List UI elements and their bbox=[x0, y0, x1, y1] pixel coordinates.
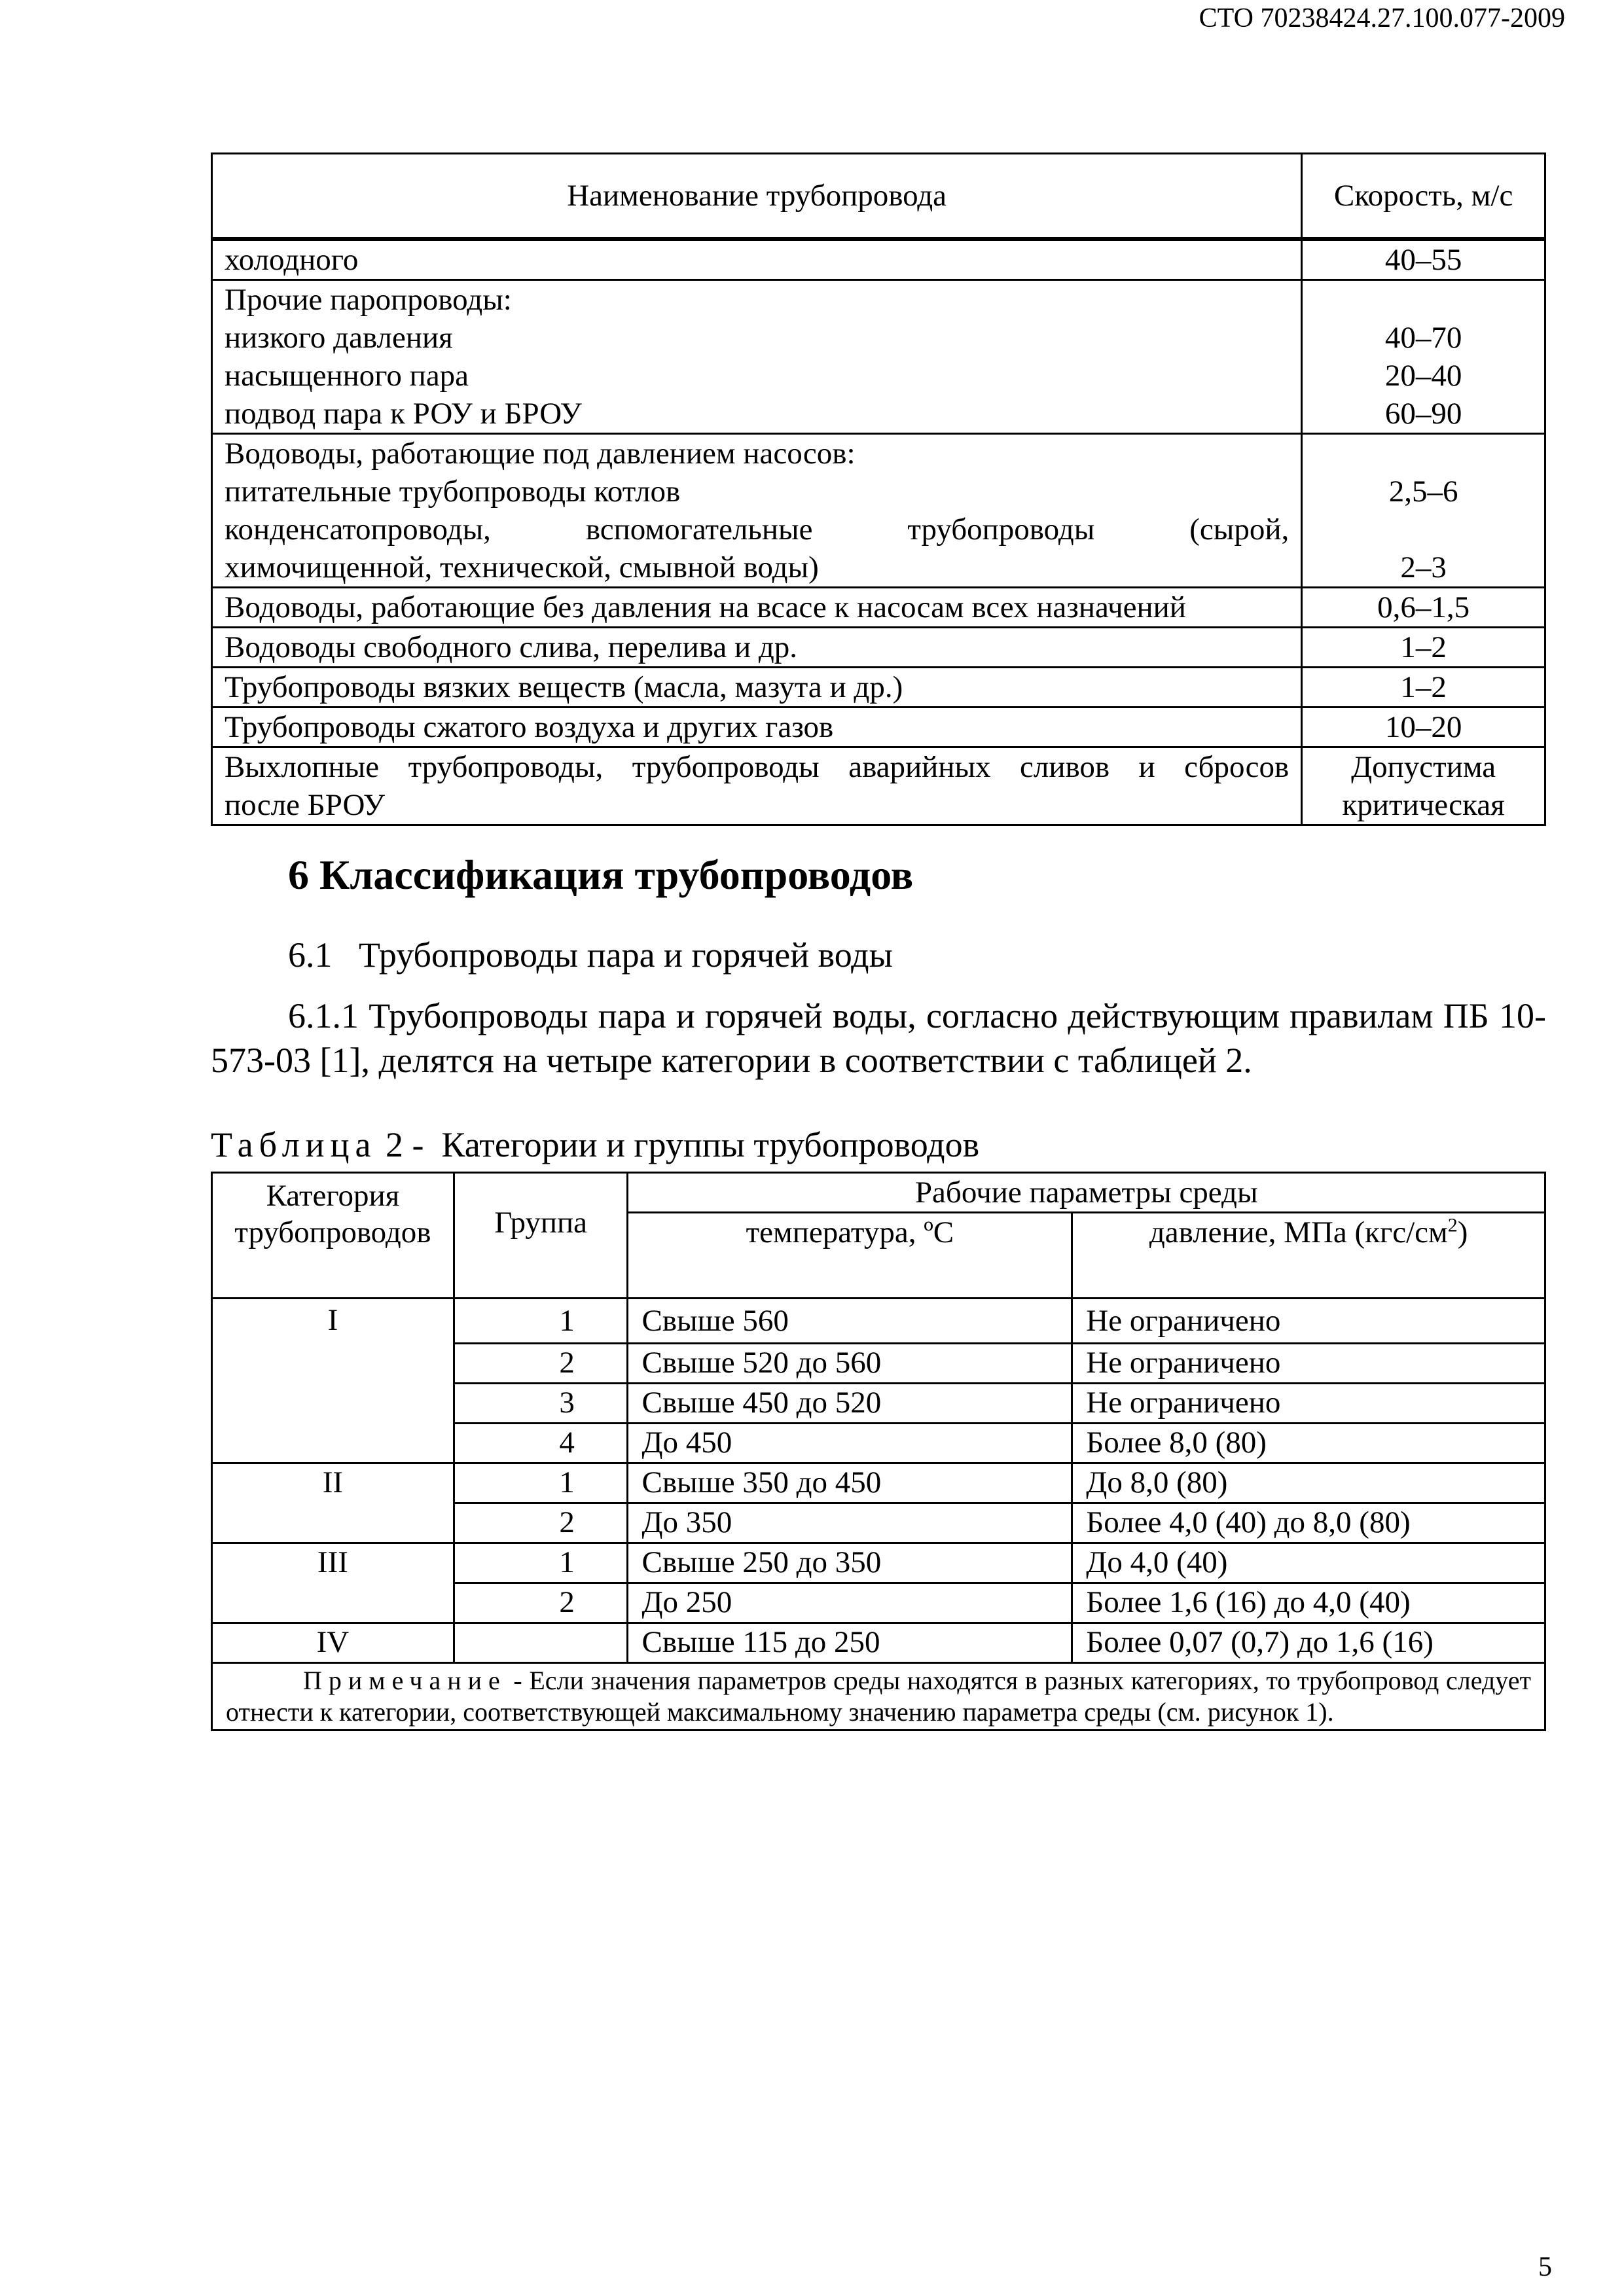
pressure-cell: Не ограничено bbox=[1072, 1344, 1545, 1384]
table-note-row bbox=[212, 1663, 1545, 1731]
header-category: Категория трубопроводов bbox=[212, 1173, 454, 1299]
pressure-cell: Не ограничено bbox=[1072, 1384, 1545, 1424]
row-text: Выхлопные трубопроводы, трубопроводы аварийных сливов и сбросов bbox=[225, 750, 1290, 784]
row-text: Водоводы, работающие под давлением насосов: bbox=[225, 437, 856, 471]
pipeline-category-table bbox=[211, 1172, 1546, 1731]
pressure-cell: Более 0,07 (0,7) до 1,6 (16) bbox=[1072, 1623, 1545, 1663]
row-value: 2,5–6 bbox=[1388, 475, 1458, 509]
row-value bbox=[1307, 281, 1540, 319]
row-text: питательные трубопроводы котлов bbox=[225, 475, 681, 509]
row-value: критическая bbox=[1342, 788, 1505, 822]
temperature-cell: Свыше 350 до 450 bbox=[628, 1463, 1072, 1503]
row-value: 1–2 bbox=[1400, 670, 1447, 704]
row-text: Водоводы свободного слива, перелива и др. bbox=[225, 630, 798, 664]
temperature-cell: До 250 bbox=[628, 1583, 1072, 1623]
category-cell: III bbox=[212, 1543, 454, 1623]
row-value: 1–2 bbox=[1400, 630, 1447, 664]
table-row bbox=[212, 1463, 1545, 1503]
row-value: 10–20 bbox=[1384, 710, 1462, 744]
temperature-cell: До 450 bbox=[628, 1424, 1072, 1463]
table-row bbox=[212, 708, 1545, 747]
table-header-row bbox=[212, 1173, 1545, 1213]
row-text: низкого давления bbox=[225, 321, 453, 355]
temperature-cell: Свыше 250 до 350 bbox=[628, 1543, 1072, 1583]
table-header-row bbox=[212, 154, 1545, 240]
document-code: СТО 70238424.27.100.077-2009 bbox=[1199, 3, 1565, 33]
row-value bbox=[1307, 435, 1540, 473]
table-row bbox=[212, 239, 1545, 280]
pipeline-speed-table bbox=[211, 152, 1546, 826]
table-caption bbox=[211, 1124, 979, 1165]
category-cell: IV bbox=[212, 1623, 454, 1663]
subsection-heading: 6.1 Трубопроводы пара и горячей воды bbox=[288, 935, 893, 975]
category-cell: II bbox=[212, 1463, 454, 1543]
table-row bbox=[212, 588, 1545, 628]
row-value: 40–70 bbox=[1384, 321, 1462, 355]
group-cell: 2 bbox=[454, 1344, 628, 1384]
header-speed: Скорость, м/с bbox=[1302, 154, 1545, 240]
temperature-cell: Свыше 560 bbox=[628, 1299, 1072, 1344]
row-value: 2–3 bbox=[1400, 550, 1447, 584]
note-label: Примечание bbox=[303, 1666, 507, 1695]
table-row bbox=[212, 668, 1545, 708]
table-caption-prefix: Таблица bbox=[211, 1125, 377, 1164]
row-value: 0,6–1,5 bbox=[1377, 590, 1470, 624]
header-params: Рабочие параметры среды bbox=[628, 1173, 1545, 1213]
body-paragraph: 6.1.1 Трубопроводы пара и горячей воды, согласно действующим правилам ПБ 10-573-03 [1], делятся на четыре категории в соответствии с таблицей 2. bbox=[211, 996, 1546, 1080]
pressure-cell: Более 4,0 (40) до 8,0 (80) bbox=[1072, 1503, 1545, 1543]
pressure-cell: До 8,0 (80) bbox=[1072, 1463, 1545, 1503]
group-cell: 1 bbox=[454, 1543, 628, 1583]
header-pressure-close: ) bbox=[1457, 1215, 1468, 1249]
group-cell: 4 bbox=[454, 1424, 628, 1463]
row-value bbox=[1307, 511, 1540, 548]
group-cell: 2 bbox=[454, 1583, 628, 1623]
temperature-cell: Свыше 520 до 560 bbox=[628, 1344, 1072, 1384]
header-pressure-text: давление, МПа (кгс/см bbox=[1149, 1215, 1448, 1249]
header-group: Группа bbox=[454, 1173, 628, 1299]
header-pressure bbox=[1072, 1213, 1545, 1299]
row-text: химочищенной, технической, смывной воды) bbox=[225, 550, 819, 584]
pressure-cell: Не ограничено bbox=[1072, 1299, 1545, 1344]
group-cell: 2 bbox=[454, 1503, 628, 1543]
table-row bbox=[212, 434, 1545, 588]
pressure-cell: Более 1,6 (16) до 4,0 (40) bbox=[1072, 1583, 1545, 1623]
note-text: - Если значения параметров среды находятся в разных категориях, то трубопровод следует отнести к категории, соответствующей максимальному значению параметра среды (см. рисунок 1). bbox=[226, 1666, 1531, 1727]
table-row bbox=[212, 747, 1545, 825]
temperature-cell: До 350 bbox=[628, 1503, 1072, 1543]
row-value: 40–55 bbox=[1384, 243, 1462, 277]
row-text: холодного bbox=[225, 243, 359, 277]
table-row bbox=[212, 1543, 1545, 1583]
header-pipeline-name: Наименование трубопровода bbox=[212, 154, 1302, 240]
group-cell bbox=[454, 1623, 628, 1663]
group-cell: 1 bbox=[454, 1299, 628, 1344]
row-text: Трубопроводы вязких веществ (масла, мазута и др.) bbox=[225, 670, 903, 704]
row-text: после БРОУ bbox=[225, 788, 386, 822]
row-value: 60–90 bbox=[1384, 397, 1462, 431]
header-pressure-sup: 2 bbox=[1447, 1214, 1458, 1236]
row-value: 20–40 bbox=[1384, 359, 1462, 393]
row-text: Водоводы, работающие без давления на всасе к насосам всех назначений bbox=[225, 590, 1186, 624]
table-note bbox=[212, 1663, 1545, 1731]
group-cell: 1 bbox=[454, 1463, 628, 1503]
category-cell: I bbox=[212, 1299, 454, 1463]
temperature-cell: Свыше 450 до 520 bbox=[628, 1384, 1072, 1424]
row-value: Допустима bbox=[1351, 750, 1496, 784]
row-text: Прочие паропроводы: bbox=[225, 283, 512, 317]
group-cell: 3 bbox=[454, 1384, 628, 1424]
table-row bbox=[212, 1623, 1545, 1663]
page-number: 5 bbox=[1538, 2252, 1552, 2282]
pressure-cell: До 4,0 (40) bbox=[1072, 1543, 1545, 1583]
temperature-cell: Свыше 115 до 250 bbox=[628, 1623, 1072, 1663]
row-text: конденсатопроводы, вспомогательные трубопроводы (сырой, bbox=[225, 512, 1290, 547]
row-text: насыщенного пара bbox=[225, 359, 469, 393]
header-temperature: температура, ºС bbox=[628, 1213, 1072, 1299]
table-row bbox=[212, 1299, 1545, 1344]
section-heading: 6 Классификация трубопроводов bbox=[288, 852, 914, 898]
table-row bbox=[212, 628, 1545, 668]
row-text: Трубопроводы сжатого воздуха и других газов bbox=[225, 710, 834, 744]
row-text: подвод пара к РОУ и БРОУ bbox=[225, 397, 582, 431]
table-row bbox=[212, 280, 1545, 434]
table-caption-title: 2 - Категории и группы трубопроводов bbox=[385, 1125, 980, 1164]
pressure-cell: Более 8,0 (80) bbox=[1072, 1424, 1545, 1463]
